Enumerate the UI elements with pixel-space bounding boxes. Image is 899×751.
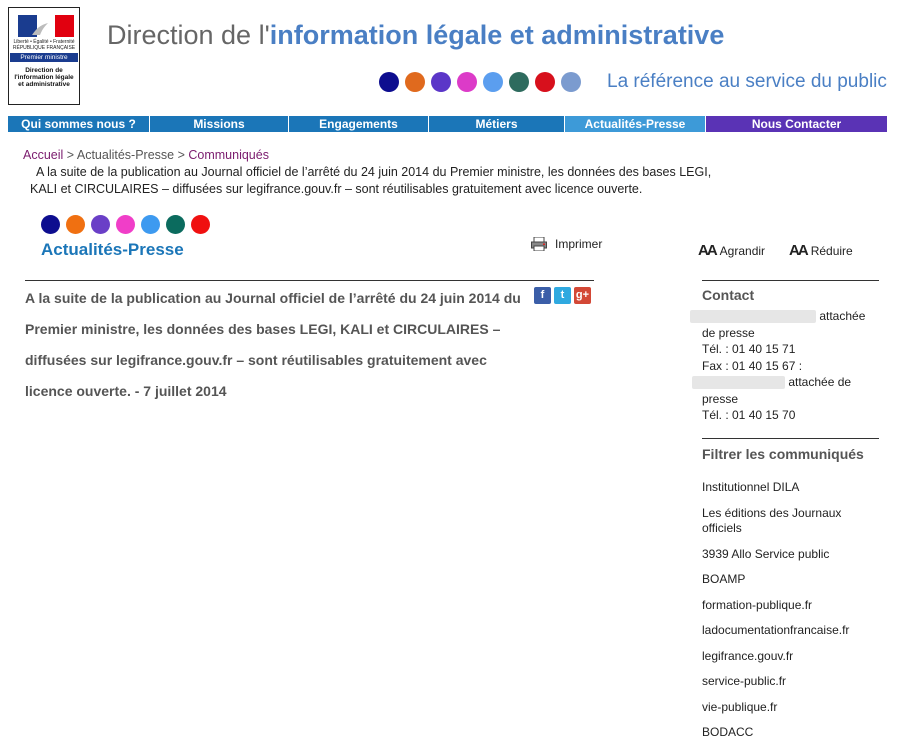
facebook-icon[interactable]: f bbox=[534, 287, 551, 304]
print-label: Imprimer bbox=[555, 237, 603, 251]
filter-link[interactable]: ladocumentationfrancaise.fr bbox=[702, 623, 850, 637]
filter-link[interactable]: formation-publique.fr bbox=[702, 597, 813, 612]
republic-label: Liberté • Égalité • Fraternité RÉPUBLIQUE FRANÇAISE bbox=[12, 39, 76, 51]
contact-1-tel[interactable]: Tél. : 01 40 15 71 bbox=[702, 342, 796, 356]
section-color-dot bbox=[41, 215, 60, 234]
color-dot[interactable] bbox=[483, 72, 503, 92]
enlarge-text-button[interactable] bbox=[698, 242, 765, 259]
sidebar-divider bbox=[702, 280, 879, 281]
color-dot[interactable] bbox=[457, 72, 477, 92]
section-color-dot bbox=[91, 215, 110, 234]
main-nav bbox=[8, 116, 888, 132]
site-title-bold: information légale et administrative bbox=[269, 20, 725, 50]
filter-link[interactable]: Institutionnel DILA bbox=[702, 480, 800, 494]
filter-link[interactable]: BODACC bbox=[702, 725, 754, 739]
intro-line-1: A la suite de la publication au Journal officiel de l’arrêté du 24 juin 2014 du Premier ministre, les données des bases LEGI, bbox=[36, 165, 712, 179]
section-color-dot bbox=[166, 215, 185, 234]
site-tagline: La référence au service du public bbox=[607, 71, 887, 92]
filter-link[interactable]: service-public.fr bbox=[702, 674, 787, 688]
contact-1-line bbox=[690, 308, 882, 325]
section-color-dots bbox=[41, 215, 210, 234]
contact-1-fax: Fax : 01 40 15 67 : bbox=[702, 358, 803, 373]
color-dot[interactable] bbox=[379, 72, 399, 92]
reduce-text-button[interactable] bbox=[789, 242, 853, 259]
section-color-dot bbox=[66, 215, 85, 234]
font-enlarge-icon: AA bbox=[698, 242, 716, 259]
contact-2-line bbox=[692, 374, 882, 391]
enlarge-label: Agrandir bbox=[719, 243, 766, 258]
nav-item[interactable]: Nous Contacter bbox=[706, 116, 888, 132]
color-dot[interactable] bbox=[509, 72, 529, 92]
contact-1-role2: de presse bbox=[702, 325, 755, 340]
reduce-label: Réduire bbox=[810, 243, 853, 258]
agency-label: Direction de l'information légale et administrative bbox=[14, 67, 74, 88]
filter-list bbox=[702, 480, 882, 751]
print-icon bbox=[531, 237, 547, 251]
contact-2-role: attachée de bbox=[788, 375, 852, 389]
nav-item[interactable]: Missions bbox=[150, 116, 289, 132]
intro-text bbox=[30, 164, 750, 198]
twitter-icon[interactable]: t bbox=[554, 287, 571, 304]
color-dot[interactable] bbox=[405, 72, 425, 92]
color-dot[interactable] bbox=[561, 72, 581, 92]
contact-block bbox=[702, 308, 882, 424]
breadcrumb-separator: > bbox=[174, 148, 189, 162]
color-dot[interactable] bbox=[431, 72, 451, 92]
filter-link[interactable]: Les éditions des Journaux officiels bbox=[702, 505, 842, 535]
color-dots bbox=[379, 72, 581, 92]
redacted-name bbox=[692, 376, 785, 389]
filter-link[interactable]: legifrance.gouv.fr bbox=[702, 648, 794, 663]
filter-link[interactable]: vie-publique.fr bbox=[702, 699, 778, 714]
font-reduce-icon: AA bbox=[789, 242, 807, 259]
site-title-prefix: Direction de l' bbox=[107, 20, 270, 50]
filter-link[interactable]: BOAMP bbox=[702, 572, 746, 586]
breadcrumb-home-link[interactable]: Accueil bbox=[23, 148, 64, 162]
section-color-dot bbox=[116, 215, 135, 234]
color-dot[interactable] bbox=[535, 72, 555, 92]
breadcrumb-separator: > bbox=[63, 148, 77, 162]
breadcrumb-current[interactable]: Communiqués bbox=[188, 148, 269, 162]
nav-item[interactable]: Actualités-Presse bbox=[565, 116, 706, 132]
article-title: A la suite de la publication au Journal officiel de l’arrêté du 24 juin 2014 du Premier ministre, les données des bases LEGI, KALI et CIRCULAIRES – diffusées sur legifrance.gouv.fr – sont réutilisables gratuitement avec licence ouverte. - 7 juillet 2014 bbox=[25, 290, 521, 399]
site-title bbox=[107, 20, 724, 51]
contact-heading: Contact bbox=[702, 287, 755, 303]
redacted-name bbox=[690, 310, 816, 323]
font-size-controls bbox=[698, 242, 853, 259]
filter-link[interactable]: 3939 Allo Service public bbox=[702, 546, 830, 561]
breadcrumb bbox=[23, 148, 269, 162]
breadcrumb-section[interactable]: Actualités-Presse bbox=[76, 148, 175, 162]
dila-logo[interactable] bbox=[8, 7, 80, 105]
intro-line-2: KALI et CIRCULAIRES – diffusées sur legifrance.gouv.fr – sont réutilisables gratuitement avec licence ouverte. bbox=[30, 182, 643, 196]
contact-2-role2: presse bbox=[702, 391, 739, 406]
ministry-label: Premier ministre bbox=[10, 53, 78, 62]
section-color-dot bbox=[191, 215, 210, 234]
print-button[interactable] bbox=[531, 237, 602, 251]
nav-item[interactable]: Engagements bbox=[289, 116, 429, 132]
contact-1-role: attachée bbox=[819, 309, 866, 323]
divider bbox=[25, 280, 594, 281]
filter-heading: Filtrer les communiqués bbox=[702, 446, 864, 462]
nav-item[interactable]: Métiers bbox=[429, 116, 565, 132]
nav-item[interactable]: Qui sommes nous ? bbox=[8, 116, 150, 132]
section-title: Actualités-Presse bbox=[41, 240, 184, 259]
section-color-dot bbox=[141, 215, 160, 234]
contact-2-tel[interactable]: Tél. : 01 40 15 70 bbox=[702, 408, 796, 422]
social-share bbox=[534, 287, 591, 304]
sidebar-divider bbox=[702, 438, 879, 439]
google-plus-icon[interactable]: g+ bbox=[574, 287, 591, 304]
